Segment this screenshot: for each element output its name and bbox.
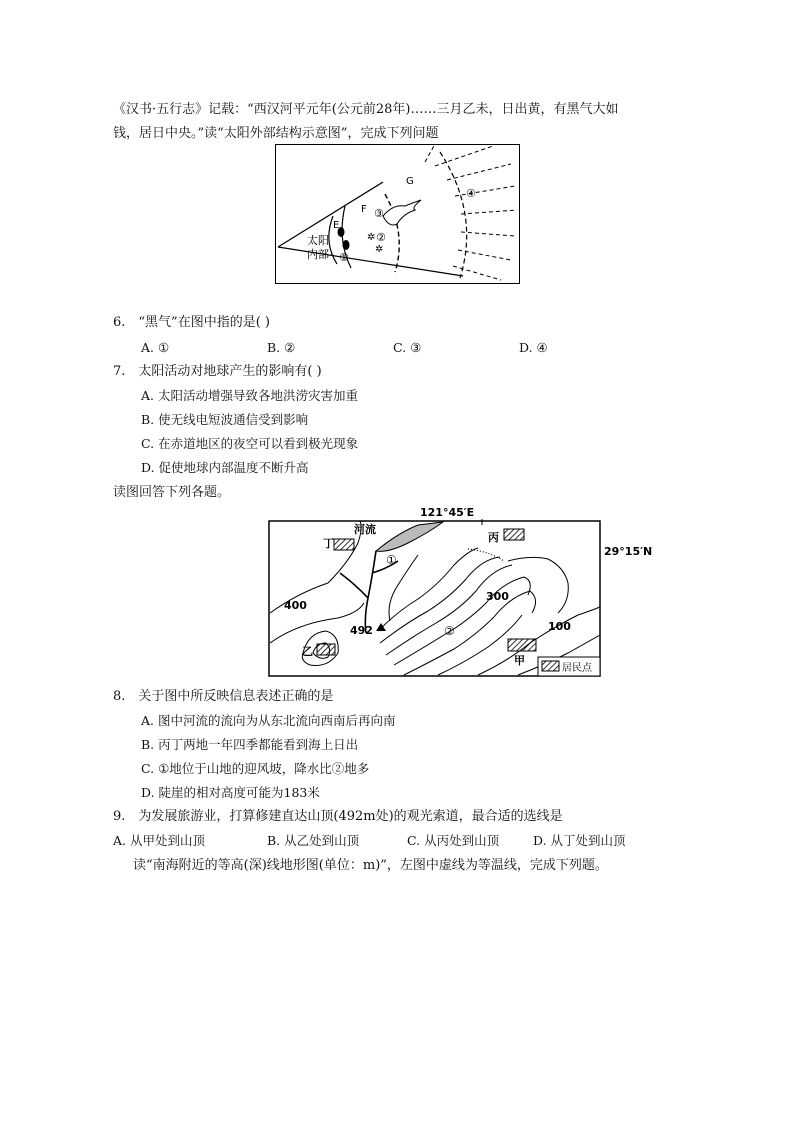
q7-option-c[interactable]: C. 在赤道地区的夜空可以看到极光现象 — [141, 436, 359, 451]
contour-map-figure — [268, 503, 668, 678]
intro-line-1: 《汉书·五行志》记载：“西汉河平元年(公元前28年)……三月乙未，日出黄，有黑气大如 — [113, 102, 619, 117]
settlement-jia — [508, 639, 536, 651]
intro-line-2: 钱，居日中央。”读“太阳外部结构示意图”，完成下列问题 — [113, 126, 439, 141]
q9-option-b[interactable]: B. 从乙处到山顶 — [267, 833, 360, 848]
settlement-ding-label: 丁 — [323, 537, 334, 550]
q8-stem: 8. 关于图中所反映信息表述正确的是 — [113, 689, 334, 704]
map-marker-1: ① — [386, 553, 397, 567]
label-core-1: 太阳 — [307, 234, 329, 247]
intro-3: 读“南海附近的等高(深)线地形图(单位：m)”，左图中虚线为等温线，完成下列题。 — [133, 858, 608, 873]
flare-icon-1: ✲ — [367, 232, 376, 243]
marker-4: ④ — [466, 187, 476, 200]
q6-option-b[interactable]: B. ② — [267, 340, 296, 355]
label-g: G — [406, 176, 414, 187]
q7-option-d[interactable]: D. 促使地球内部温度不断升高 — [141, 460, 309, 475]
intro-2: 读图回答下列各题。 — [113, 485, 231, 500]
legend-swatch — [542, 661, 559, 671]
label-core-2: 内部 — [307, 248, 329, 261]
settlement-jia-label: 甲 — [514, 654, 525, 667]
q6-option-d[interactable]: D. ④ — [519, 340, 548, 355]
q9-option-c[interactable]: C. 从丙处到山顶 — [407, 833, 500, 848]
settlement-bing — [504, 529, 524, 540]
legend-label: 居民点 — [562, 663, 592, 674]
q9-option-d[interactable]: D. 从丁处到山顶 — [533, 833, 626, 848]
river-label: 河流 — [354, 523, 376, 536]
latitude-label: 29°15′N — [604, 545, 653, 558]
q8-option-d[interactable]: D. 陡崖的相对高度可能为183米 — [141, 785, 320, 800]
sun-structure-figure — [275, 144, 520, 284]
contour-300-label: 300 — [486, 590, 509, 603]
flare-icon-2: ✲ — [375, 244, 384, 255]
settlement-yi-label: 乙 — [302, 645, 313, 658]
q8-option-b[interactable]: B. 丙丁两地一年四季都能看到海上日出 — [141, 737, 359, 752]
q9-stem: 9. 为发展旅游业，打算修建直达山顶(492m处)的观光索道，最合适的选线是 — [113, 809, 563, 824]
settlement-bing-label: 丙 — [488, 531, 499, 544]
settlement-yi — [317, 644, 335, 655]
marker-2: ② — [376, 231, 386, 244]
q7-stem: 7. 太阳活动对地球产生的影响有( ) — [113, 364, 322, 379]
settlement-ding — [334, 539, 354, 550]
contour-100-label: 100 — [548, 620, 571, 633]
sunspot-lower — [343, 240, 350, 250]
marker-1: ① — [339, 251, 349, 264]
q7-option-b[interactable]: B. 使无线电短波通信受到影响 — [141, 412, 309, 427]
peak-label: 492 — [350, 624, 373, 637]
q9-option-a[interactable]: A. 从甲处到山顶 — [113, 833, 205, 848]
q7-option-a[interactable]: A. 太阳活动增强导致各地洪涝灾害加重 — [141, 388, 358, 403]
q8-option-a[interactable]: A. 图中河流的流向为从东北流向西南后再向南 — [141, 713, 396, 728]
longitude-label: 121°45′E — [420, 506, 475, 519]
map-marker-2: ② — [444, 624, 455, 638]
q6-option-c[interactable]: C. ③ — [393, 340, 422, 355]
q8-option-c[interactable]: C. ①地位于山地的迎风坡，降水比②地多 — [141, 761, 370, 776]
label-e: E — [333, 220, 340, 231]
q6-option-a[interactable]: A. ① — [141, 340, 170, 355]
q6-stem: 6. “黑气”在图中指的是( ) — [113, 315, 270, 330]
marker-3: ③ — [374, 207, 384, 220]
label-f: F — [361, 204, 367, 215]
contour-400-label: 400 — [284, 599, 307, 612]
